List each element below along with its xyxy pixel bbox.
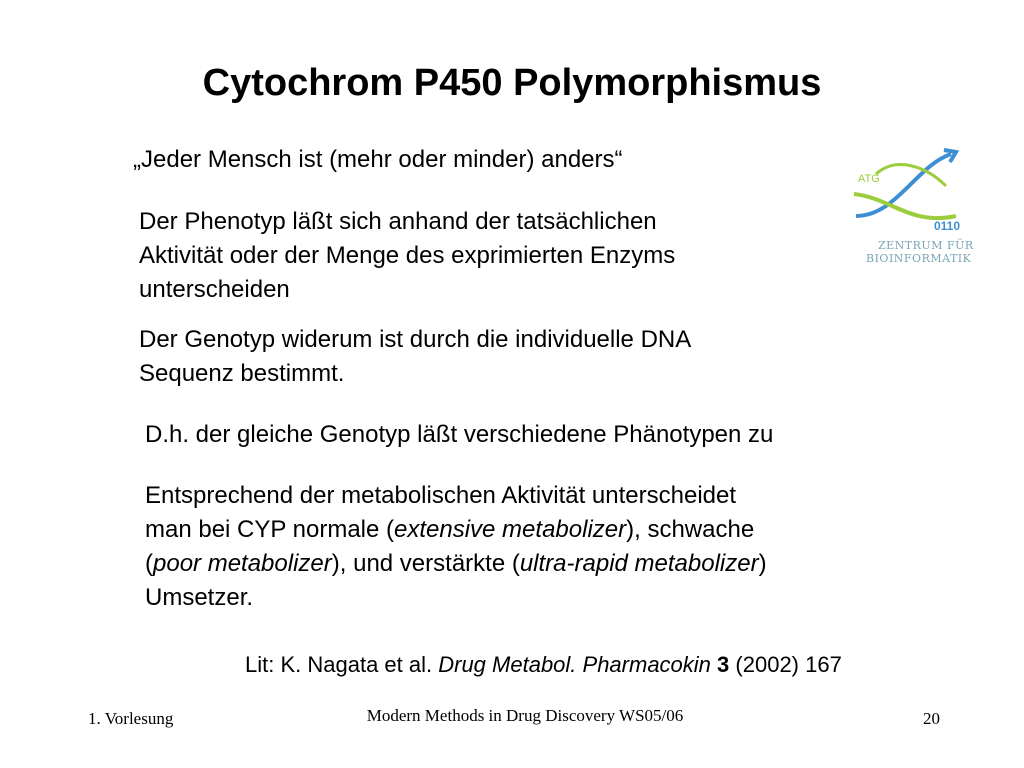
logo-digits: 0110	[934, 219, 961, 233]
literature-volume: 3	[717, 652, 730, 677]
metabolizer-line-3-mid: ), und verstärkte (	[331, 550, 520, 577]
metabolizer-line-3-pre: (	[145, 550, 153, 577]
metabolizer-line-3-post: )	[758, 550, 767, 577]
literature-journal: Drug Metabol. Pharmacokin	[438, 652, 711, 677]
genotype-line-2: Sequenz bestimmt.	[139, 360, 345, 387]
phenotype-line-1: Der Phenotyp läßt sich anhand der tatsächlichen	[139, 208, 657, 235]
footer-center-text: Modern Methods in Drug Discovery WS05/06	[366, 706, 684, 725]
literature-reference	[245, 648, 842, 682]
extensive-metabolizer-term: extensive metabolizer	[394, 516, 627, 543]
metabolizer-line-1: Entsprechend der metabolischen Aktivität unterscheidet	[145, 482, 737, 509]
genotype-paragraph	[139, 323, 691, 391]
bioinformatics-center-logo	[836, 146, 986, 266]
phenotype-line-2: Aktivität oder der Menge des exprimierten Enzyms	[139, 242, 676, 269]
metabolizer-line-4: Umsetzer.	[145, 584, 254, 611]
logo-text-line-1: ZENTRUM FÜR	[878, 239, 974, 252]
phenotype-paragraph	[139, 205, 675, 307]
metabolizer-line-2-pre: man bei CYP normale (	[145, 516, 394, 543]
logo-text-line-2: BIOINFORMATIK	[866, 252, 972, 265]
poor-metabolizer-term: poor metabolizer	[153, 550, 332, 577]
metabolizer-line-2-post: ), schwache	[626, 516, 755, 543]
page-number: 20	[923, 709, 940, 728]
slide-title: Cytochrom P450 Polymorphismus	[202, 62, 822, 104]
metabolizer-paragraph	[145, 479, 767, 615]
logo-graphic	[836, 146, 986, 234]
quote-text: „Jeder Mensch ist (mehr oder minder) anders“	[133, 146, 623, 173]
ultra-rapid-metabolizer-term: ultra-rapid metabolizer	[519, 550, 759, 577]
metabolizer-line-2	[145, 513, 767, 547]
metabolizer-line-3	[145, 547, 767, 581]
phenotype-line-3: unterscheiden	[139, 276, 290, 303]
literature-prefix: Lit: K. Nagata et al.	[245, 652, 439, 677]
conclusion-paragraph: D.h. der gleiche Genotyp läßt verschiedene Phänotypen zu	[145, 421, 774, 448]
literature-rest: (2002) 167	[729, 652, 842, 677]
logo-letters: ATG	[858, 173, 880, 185]
genotype-line-1: Der Genotyp widerum ist durch die individuelle DNA	[139, 326, 692, 353]
footer-left-text: 1. Vorlesung	[88, 709, 174, 728]
